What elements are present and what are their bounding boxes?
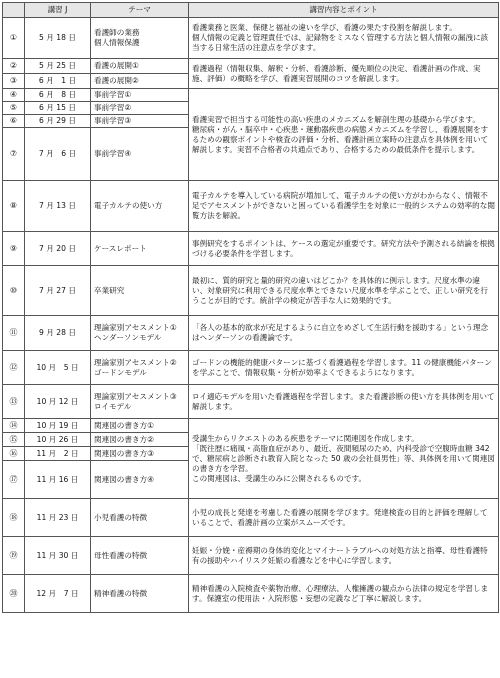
row-date: 10 月 5 日 — [25, 351, 91, 385]
row-date: 5 月 25 日 — [25, 59, 91, 74]
row-number: ③ — [3, 74, 25, 89]
theme-line: 精神看護の特徴 — [94, 588, 148, 598]
table-row — [3, 575, 499, 613]
table-row — [3, 232, 499, 266]
row-theme — [91, 115, 189, 128]
lecture-schedule-table — [2, 2, 499, 613]
header-content: 講習内容とポイント — [189, 3, 499, 18]
row-date: 11 月 30 日 — [25, 537, 91, 575]
row-theme — [91, 181, 189, 232]
row-content: 電子カルテを導入している病院が増加して、電子カルテの使い方がわからなく、情報不足でアセスメントができないと困っている看護学生を対象に一般的システムの効率的な閲覧方法を解説。 — [189, 181, 499, 232]
theme-line: 事前学習① — [94, 90, 132, 99]
row-theme — [91, 266, 189, 316]
row-theme — [91, 102, 189, 115]
row-theme — [91, 537, 189, 575]
row-number: ⑦ — [3, 128, 25, 181]
row-theme — [91, 433, 189, 447]
table-row — [3, 181, 499, 232]
theme-line: ヘンダーソンモデル — [94, 333, 162, 342]
row-content: 妊娠・分娩・産褥期の身体的変化とマイナートラブルへの対処方法と指導、母性看護特有の援助やハイリスク妊娠の看護などを中心に学習します。 — [189, 537, 499, 575]
row-theme — [91, 128, 189, 181]
row-theme — [91, 74, 189, 89]
row-date: 6 月 15 日 — [25, 102, 91, 115]
row-date: 10 月 26 日 — [25, 433, 91, 447]
theme-line: 関連図の書き方② — [94, 434, 154, 444]
theme-line: 卒業研究 — [94, 285, 125, 295]
theme-line: 事前学習③ — [94, 116, 132, 125]
content-paragraph: この関連図は、受講生のみに公開されるものです。 — [192, 473, 367, 483]
row-theme — [91, 575, 189, 613]
theme-line: 看護の展開① — [94, 61, 139, 70]
row-date: 12 月 7 日 — [25, 575, 91, 613]
theme-line: 事前学習④ — [94, 149, 132, 158]
row-content — [189, 89, 499, 181]
theme-line: 理論家別アセスメント① — [94, 323, 177, 332]
row-content: ゴードンの機能的健康パターンに基づく看護過程を学習します。11 の健康機能パターンを学ぶことで、情報収集・分析が効率よくできるようになります。 — [189, 351, 499, 385]
row-number: ⑬ — [3, 385, 25, 419]
row-theme — [91, 18, 189, 59]
row-number: ⑮ — [3, 433, 25, 447]
row-number: ④ — [3, 89, 25, 102]
row-theme — [91, 316, 189, 351]
row-content: 看護過程（情報収集、解釈・分析、看護診断、優先順位の決定、看護計画の作成、実施、評価）の概略を学び、看護実習展開のコツを解説します。 — [189, 59, 499, 89]
theme-line: 看護師の業務 — [94, 28, 140, 37]
row-theme — [91, 385, 189, 419]
row-date: 11 月 16 日 — [25, 461, 91, 499]
theme-line: 関連図の書き方① — [94, 420, 154, 430]
content-paragraph: 「既往歴に痛風・高脂血症があり、最近、夜間頻尿のため、内科受診で空腹時血糖 342 で、糖尿病と診断され教育入院となった 50 歳の会社員男性」等、具体例を用いて関連図の書き方を学習。 — [192, 443, 495, 473]
theme-line: 母性看護の特徴 — [94, 550, 148, 560]
table-row — [3, 419, 499, 433]
content-paragraph: 看護業務と医業、保健と福祉の違いを学び、看護の果たす役割を解説します。 — [192, 23, 457, 32]
row-number: ⑥ — [3, 115, 25, 128]
row-date: 7 月 20 日 — [25, 232, 91, 266]
header-row — [3, 3, 499, 18]
header-date: 講習 J — [25, 3, 91, 18]
row-date: 7 月 6 日 — [25, 128, 91, 181]
theme-line: ゴードンモデル — [94, 367, 147, 377]
row-number: ⑯ — [3, 447, 25, 461]
theme-line: 小児看護の特徴 — [94, 512, 148, 522]
table-row — [3, 266, 499, 316]
table-row — [3, 499, 499, 537]
row-date: 7 月 13 日 — [25, 181, 91, 232]
row-date: 7 月 27 日 — [25, 266, 91, 316]
table-row — [3, 59, 499, 74]
row-content — [189, 419, 499, 499]
row-content: 「各人の基本的欲求が充足するように自立をめざして生活行動を援助する」という理念はヘンダーソンの看護論です。 — [189, 316, 499, 351]
row-theme — [91, 499, 189, 537]
theme-line: 関連図の書き方④ — [94, 474, 154, 484]
row-number: ⑨ — [3, 232, 25, 266]
row-number: ⑭ — [3, 419, 25, 433]
row-date: 9 月 28 日 — [25, 316, 91, 351]
row-theme — [91, 59, 189, 74]
row-number: ① — [3, 18, 25, 59]
theme-line: 関連図の書き方③ — [94, 448, 154, 458]
row-number: ⑤ — [3, 102, 25, 115]
row-date: 6 月 1 日 — [25, 74, 91, 89]
row-date: 5 月 18 日 — [25, 18, 91, 59]
row-content: ロイ適応モデルを用いた看護過程を学習します。また看護診断の使い方を具体例を用いて解説します。 — [189, 385, 499, 419]
row-number: ⑰ — [3, 461, 25, 499]
theme-line: 理論家別アセスメント③ — [94, 391, 177, 401]
content-paragraph: 個人情報の定義と管理責任では、記録物をミスなく管理する方法と個人情報の漏洩に該当する日常生活の注意点を学びます。 — [192, 33, 489, 52]
table-row — [3, 89, 499, 102]
row-number: ⑫ — [3, 351, 25, 385]
theme-line: 理論家別アセスメント② — [94, 357, 177, 367]
row-theme — [91, 232, 189, 266]
theme-line: ロイモデル — [94, 401, 132, 411]
table-row — [3, 537, 499, 575]
row-date: 6 月 8 日 — [25, 89, 91, 102]
theme-line: 電子カルテの使い方 — [94, 201, 163, 210]
row-number: ⑳ — [3, 575, 25, 613]
row-number: ⑱ — [3, 499, 25, 537]
theme-line: 看護の展開② — [94, 76, 139, 85]
row-theme — [91, 419, 189, 433]
row-number: ⑲ — [3, 537, 25, 575]
row-date: 11 月 2 日 — [25, 447, 91, 461]
row-theme — [91, 461, 189, 499]
header-no — [3, 3, 25, 18]
row-content: 小児の成長と発達を考慮した看護の展開を学びます。発達検査の目的と評価を理解していることで、看護計画の立案がスムーズです。 — [189, 499, 499, 537]
row-theme — [91, 351, 189, 385]
row-number: ⑧ — [3, 181, 25, 232]
row-content: 精神看護の入院検査や薬物治療、心理療法、人権擁護の観点から法律の規定を学習します。保護室の使用法・入院形態・妄想の定義など丁寧に解説します。 — [189, 575, 499, 613]
row-content: 事例研究をするポイントは、ケースの選定が重要です。研究方法や予測される結論を根拠づける必要条件を学習します。 — [189, 232, 499, 266]
row-theme — [91, 447, 189, 461]
table-row — [3, 351, 499, 385]
row-number: ⑩ — [3, 266, 25, 316]
table-row — [3, 18, 499, 59]
table-row — [3, 385, 499, 419]
content-paragraph: 看護実習で担当する可能性の高い疾患のメカニズムを解剖生理の基礎から学びます。 — [192, 114, 480, 124]
content-paragraph: 糖尿病・がん・脳卒中・心疾患・運動器疾患の病態メカニズムを学習し、看護展開をするための観察ポイントや検査の評価・分析、看護計画立案時の注意点を具体例を用いて解説します。実習不合格者の共通点であり、合格するための最低条件を提示します。 — [192, 124, 489, 154]
row-content: 最初に、質的研究と量的研究の違いはどこか？を具体的に例示します。尺度水準の違い、対象研究に利用できる尺度水準とできない尺度水準を学ぶことで、正しい研究を行うことが目的です。統計学の検定が苦手な人に効果的です。 — [189, 266, 499, 316]
row-theme — [91, 89, 189, 102]
table-row — [3, 316, 499, 351]
theme-line: 事前学習② — [94, 103, 132, 112]
row-date: 10 月 19 日 — [25, 419, 91, 433]
row-date: 10 月 12 日 — [25, 385, 91, 419]
row-number: ⑪ — [3, 316, 25, 351]
content-paragraph: 受講生からリクエストのある疾患をテーマに関連図を作成します。 — [192, 433, 419, 443]
header-theme: テーマ — [91, 3, 189, 18]
row-date: 11 月 23 日 — [25, 499, 91, 537]
theme-line: 個人情報保護 — [94, 38, 140, 47]
theme-line: ケースレポート — [94, 243, 147, 253]
row-date: 6 月 29 日 — [25, 115, 91, 128]
row-content — [189, 18, 499, 59]
row-number: ② — [3, 59, 25, 74]
